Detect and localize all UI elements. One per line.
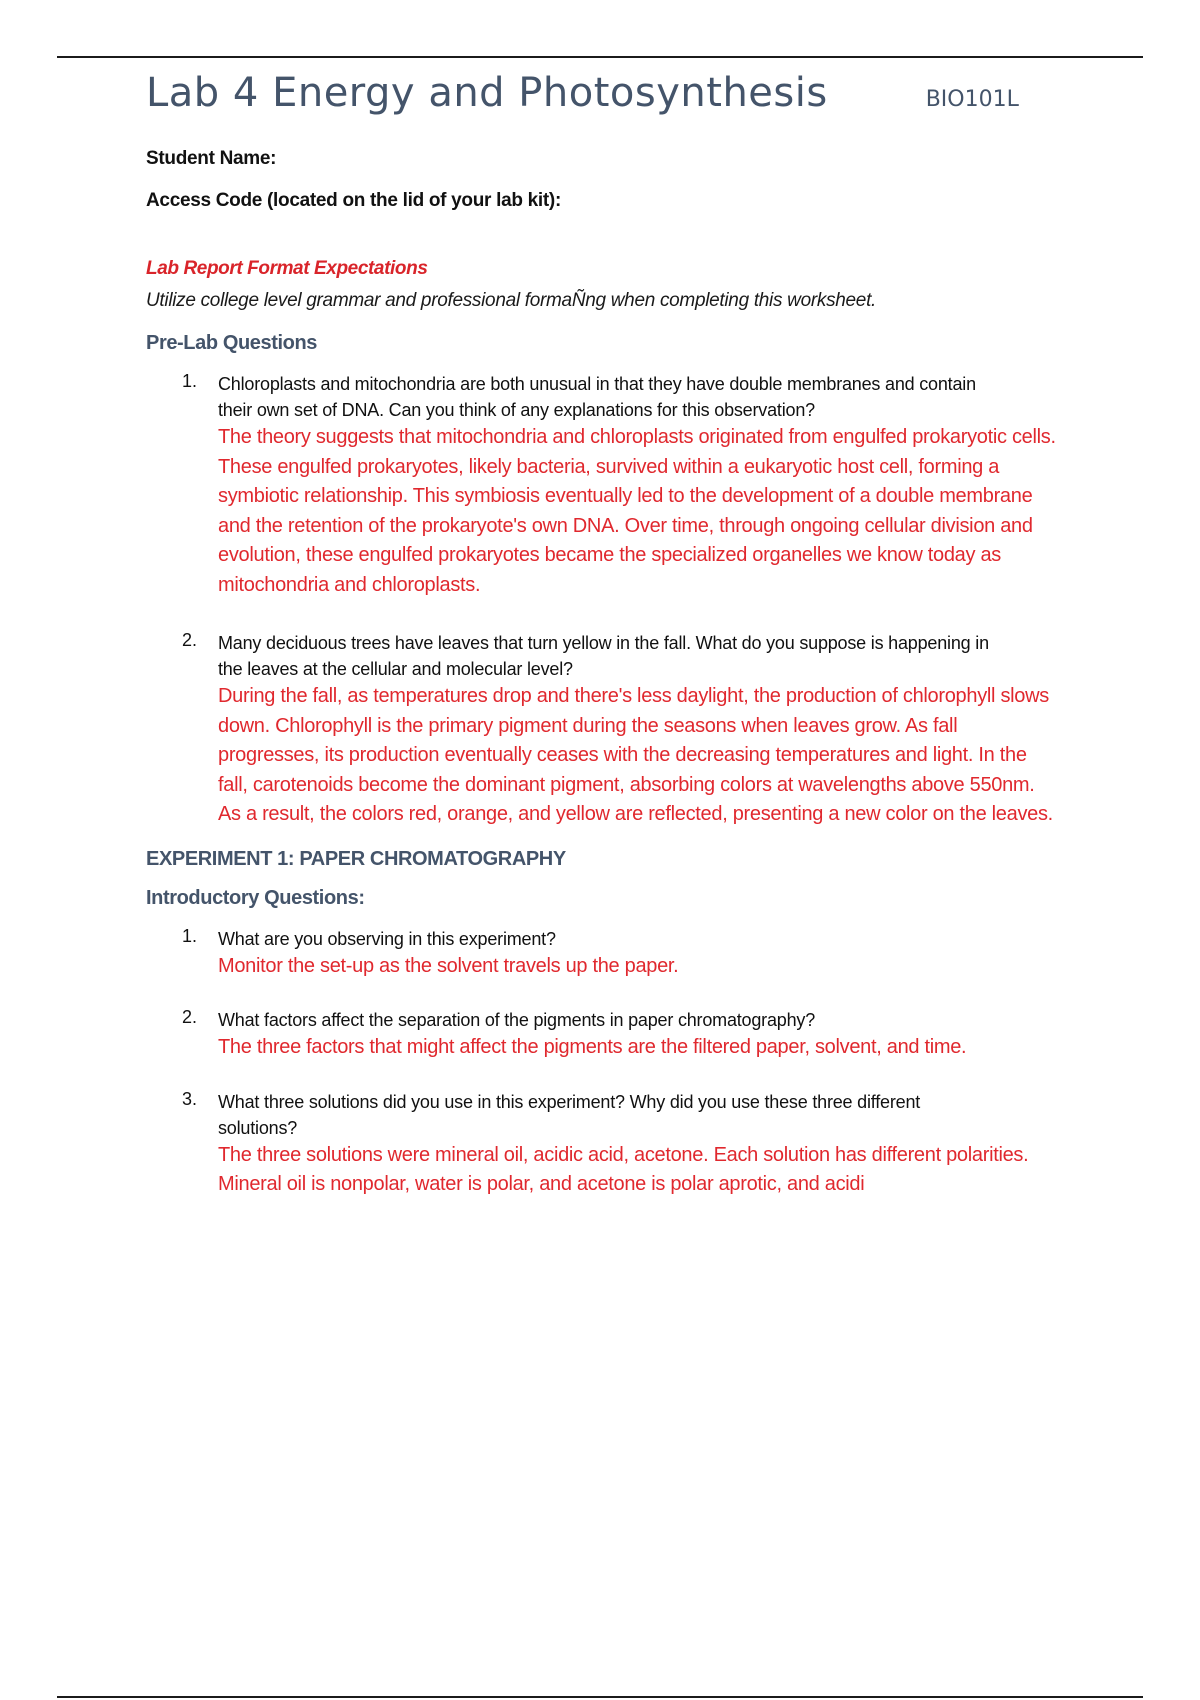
question-number: 2.: [182, 1007, 198, 1027]
answer-text: The theory suggests that mitochondria and chloroplasts originated from engulfed prokaryotic cells. These engulfed prokaryotes, likely bacteria, survived within a eukaryotic host cell, forming a symbiotic relationship. This symbiosis eventually led to the development of a double membrane and the retention of the prokaryote's own DNA. Over time, through ongoing cellular division and evolution, these engulfed prokaryotes became the specialized organelles we know today as mitochondria and chloroplasts.: [218, 426, 1056, 596]
format-expectations-text: Utilize college level grammar and professional formaÑng when completing this worksheet.: [146, 290, 877, 311]
prelab-question-list: [146, 371, 1086, 830]
experiment-1-heading: EXPERIMENT 1: PAPER CHROMATOGRAPHY: [146, 847, 566, 870]
answer-text: During the fall, as temperatures drop and there's less daylight, the production of chlorophyll slows down. Chlorophyll is the primary pigment during the seasons when leaves grow. As fall progresses, its production eventually ceases with the decreasing temperatures and light. In the fall, carotenoids become the dominant pigment, absorbing colors at wavelengths above 550nm. As a result, the colors red, orange, and yellow are reflected, presenting a new color on the leaves.: [218, 685, 1053, 825]
bottom-rule: [57, 1696, 1143, 1698]
question-text: What three solutions did you use in this experiment? Why did you use these three different solutions?: [218, 1091, 921, 1138]
top-rule: [57, 56, 1143, 58]
worksheet-page: [146, 70, 1086, 1200]
question-number: 3.: [182, 1088, 198, 1109]
student-name-label: Student Name:: [146, 148, 277, 169]
title-row: [146, 70, 1086, 126]
prelab-question-1: [146, 371, 1086, 600]
prelab-question-2: [146, 630, 1086, 830]
question-text: Many deciduous trees have leaves that turn yellow in the fall. What do you suppose is happening in the leaves at the cellular and molecular level?: [218, 633, 989, 679]
question-text: What factors affect the separation of the pigments in paper chromatography?: [218, 1010, 816, 1030]
experiment-question-2: [146, 1007, 1086, 1063]
prelab-heading: Pre-Lab Questions: [146, 332, 318, 354]
question-text: Chloroplasts and mitochondria are both unusual in that they have double membranes and contain their own set of DNA. Can you think of any explanations for this observation?: [218, 374, 976, 420]
answer-text: Monitor the set-up as the solvent travels up the paper.: [218, 954, 679, 977]
course-code: BIO101L: [925, 87, 1019, 112]
access-code-label: Access Code (located on the lid of your lab kit):: [146, 190, 561, 211]
document-title: Lab 4 Energy and Photosynthesis: [146, 70, 828, 116]
experiment-question-3: [146, 1089, 1086, 1200]
experiment-1-question-list: [146, 926, 1086, 1200]
format-expectations-heading: Lab Report Format Expectations: [146, 258, 428, 279]
introductory-questions-heading: Introductory Questions:: [146, 886, 365, 909]
question-number: 2.: [182, 630, 198, 650]
experiment-question-1: [146, 926, 1086, 982]
question-number: 1.: [182, 925, 198, 946]
question-number: 1.: [182, 371, 198, 391]
answer-text: The three solutions were mineral oil, acidic acid, acetone. Each solution has different polarities. Mineral oil is nonpolar, water is polar, and acetone is polar aprotic, and acidi: [218, 1143, 1029, 1195]
answer-text: The three factors that might affect the pigments are the filtered paper, solvent, and time.: [218, 1036, 967, 1058]
question-text: What are you observing in this experiment?: [218, 928, 556, 949]
